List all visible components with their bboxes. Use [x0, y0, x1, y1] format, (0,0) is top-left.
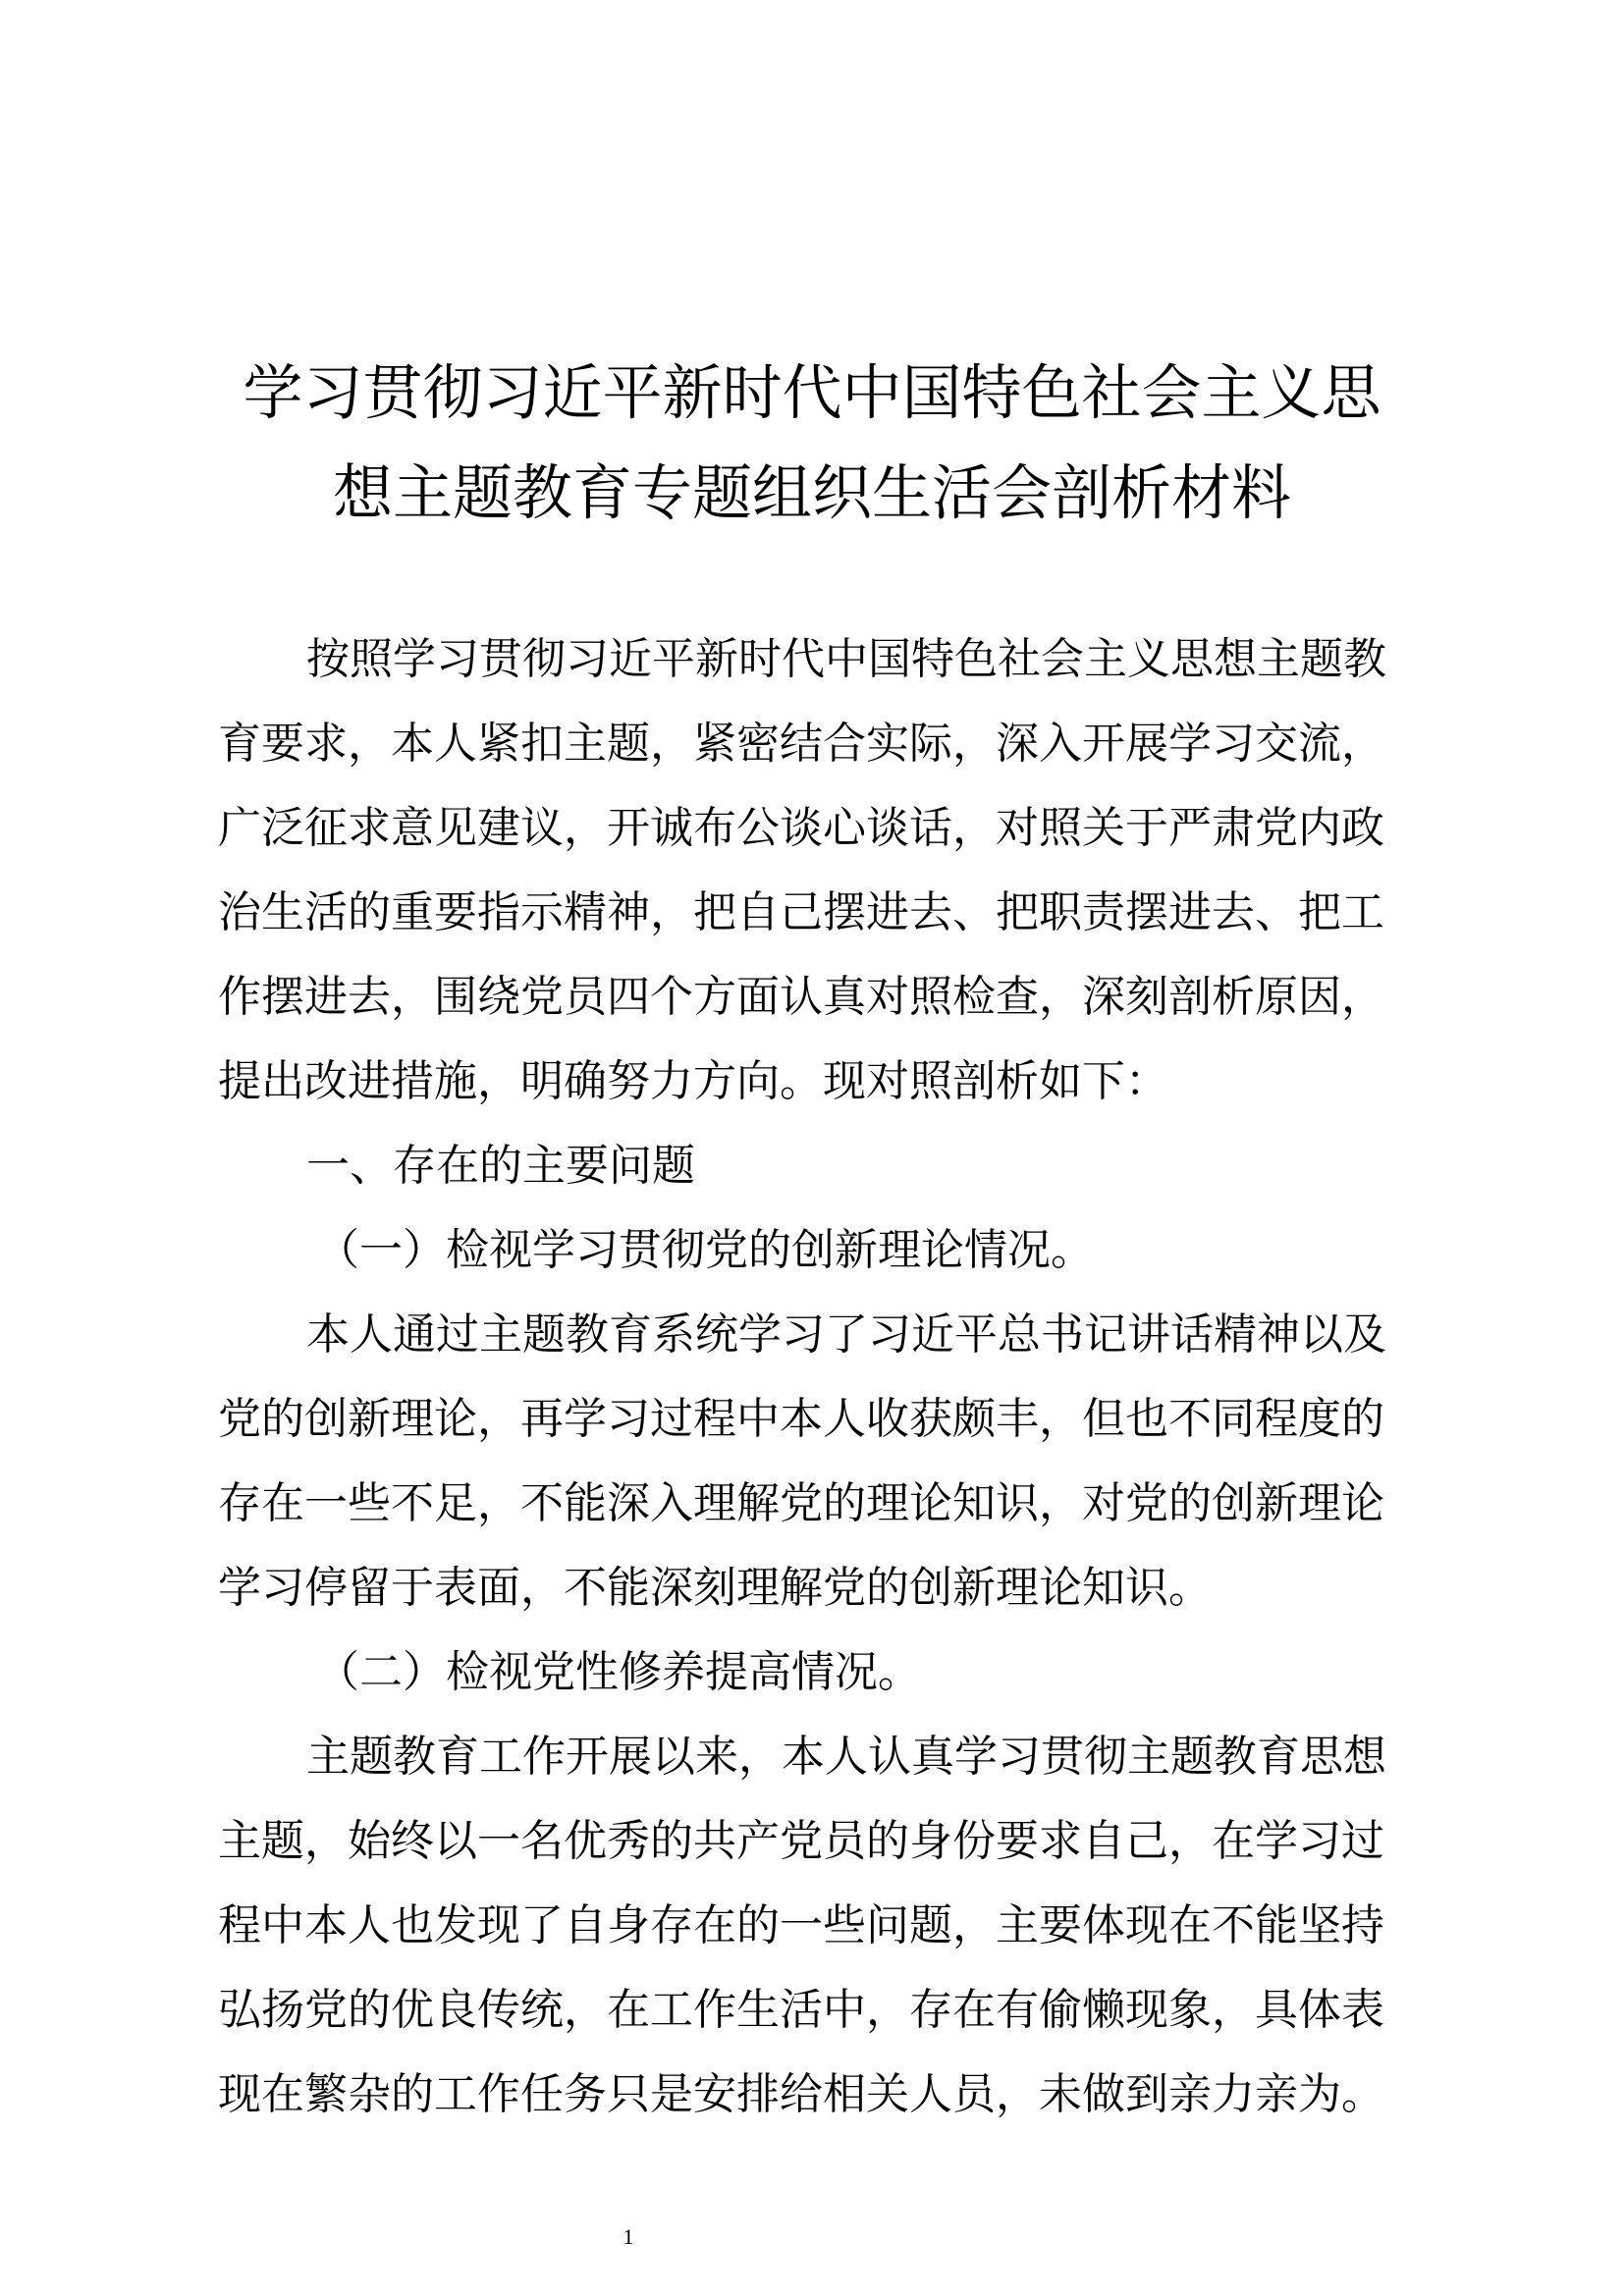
page-number: 1 — [623, 2224, 634, 2249]
document-title — [0, 344, 1624, 544]
subsection-heading: （一）检视学习贯彻党的创新理论情况。 — [316, 1225, 1094, 1275]
paragraph-intro-line: 按照学习贯彻习近平新时代中国特色社会主义思想主题教 — [306, 634, 1386, 684]
paragraph-line: 程中本人也发现了自身存在的一些问题，主要体现在不能坚持 — [218, 1900, 1384, 1950]
paragraph-intro-line: 作摆进去，围绕党员四个方面认真对照检查，深刻剖析原因， — [218, 972, 1384, 1022]
paragraph-line: 党的创新理论，再学习过程中本人收获颇丰，但也不同程度的 — [218, 1394, 1384, 1444]
paragraph-line: 主题，始终以一名优秀的共产党员的身份要求自己，在学习过 — [218, 1816, 1384, 1866]
section-heading: 一、存在的主要问题 — [306, 1141, 695, 1191]
paragraph-intro-line: 提出改进措施，明确努力方向。现对照剖析如下： — [218, 1056, 1168, 1106]
subsection-heading: （二）检视党性修养提高情况。 — [316, 1647, 921, 1697]
paragraph-line: 主题教育工作开展以来，本人认真学习贯彻主题教育思想 — [306, 1732, 1386, 1782]
title-line-2: 想主题教育专题组织生活会剖析材料 — [332, 458, 1291, 528]
document-body — [218, 617, 1411, 2137]
paragraph-line: 本人通过主题教育系统学习了习近平总书记讲话精神以及 — [306, 1309, 1386, 1360]
paragraph-intro-line: 广泛征求意见建议，开诚布公谈心谈话，对照关于严肃党内政 — [218, 803, 1384, 853]
paragraph-intro-line: 育要求，本人紧扣主题，紧密结合实际，深入开展学习交流， — [218, 719, 1384, 769]
title-line-1: 学习贯彻习近平新时代中国特色社会主义思 — [243, 358, 1381, 428]
paragraph-line: 现在繁杂的工作任务只是安排给相关人员，未做到亲力亲为。 — [218, 2069, 1384, 2119]
paragraph-line: 弘扬党的优良传统，在工作生活中，存在有偷懒现象，具体表 — [218, 1985, 1384, 2035]
paragraph-intro-line: 治生活的重要指示精神，把自己摆进去、把职责摆进去、把工 — [218, 887, 1384, 937]
paragraph-line: 存在一些不足，不能深入理解党的理论知识，对党的创新理论 — [218, 1478, 1384, 1528]
paragraph-line: 学习停留于表面，不能深刻理解党的创新理论知识。 — [218, 1563, 1212, 1613]
